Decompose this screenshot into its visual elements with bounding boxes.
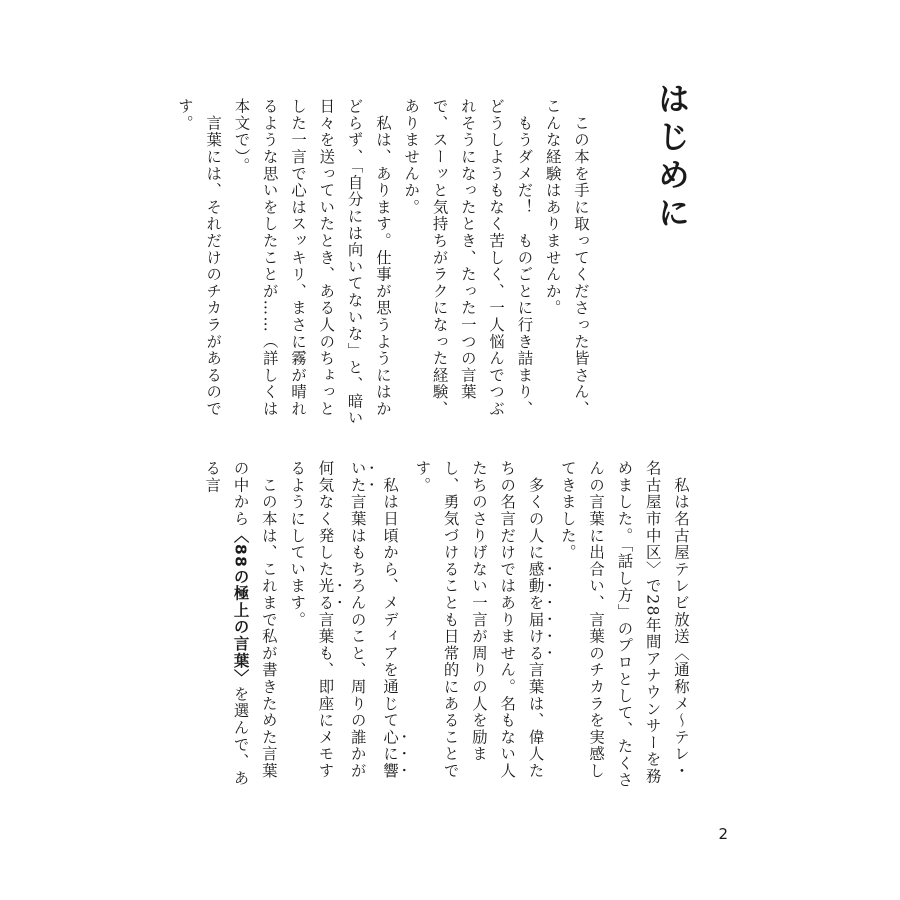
intro-text-bottom (198, 460, 695, 790)
paragraph: この本を手に取ってくださった皆さん、こんな経験はありませんか。 (543, 98, 590, 418)
paragraph: もうダメだ！ ものごとに行き詰まり、どうしようもなく苦しく、一人悩んでつぶれそうになったとき、たった一つの言葉で、スーッと気持ちがラクになった経験、ありませんか。 (402, 98, 534, 418)
paragraph (408, 460, 553, 790)
page-number: 2 (718, 825, 728, 843)
chapter-title: はじめに (653, 82, 691, 234)
paragraph (283, 460, 408, 790)
paragraph: 私は、あります。仕事が思うようにはかどらず、「自分には向いてないな」と、暗い日々を送っていたとき、ある人のちょっとした一言で心はスッキリ、まさに霧が晴れるような思いをしたことが……（詳しくは本文で）。 (232, 98, 392, 427)
text-run: 私は日頃から、メディアを通じて (381, 460, 400, 729)
text-run: 言葉も、即座にメモするようにしています。 (288, 460, 335, 780)
intro-text-top (171, 98, 595, 428)
paragraph: 言葉には、それだけのチカラがあるのです。 (175, 98, 223, 418)
emphasized-text: 心に響いた (348, 460, 400, 780)
paragraph: 私は名古屋テレビ放送〈通称メ〜テレ・名古屋市中区〉で28年間アナウンサーを務めました。「話し方」のプロとして、たくさんの言葉に出合い、言葉のチカラを実感してきました。 (558, 460, 690, 789)
text-run: を選んで、ある言 (203, 460, 250, 787)
text-run: 多くの人に (526, 460, 545, 561)
text-run: 言葉はもちろんのこと、周りの誰かが何気なく発した (316, 460, 367, 780)
bold-text: 〈88の極上の言葉〉 (231, 527, 250, 686)
emphasized-text: 光る (316, 577, 335, 612)
emphasized-text: 感動を届ける (526, 560, 545, 662)
paragraph (198, 460, 283, 790)
text-run: この本は、これまで私が書きためた言葉の中から (231, 460, 278, 780)
text-run: 言葉は、偉人たちの名言だけではありません。名もない人たちのさりげない一言が周りの人を励まし、勇気づけることも日常的にあることです。 (413, 460, 545, 780)
